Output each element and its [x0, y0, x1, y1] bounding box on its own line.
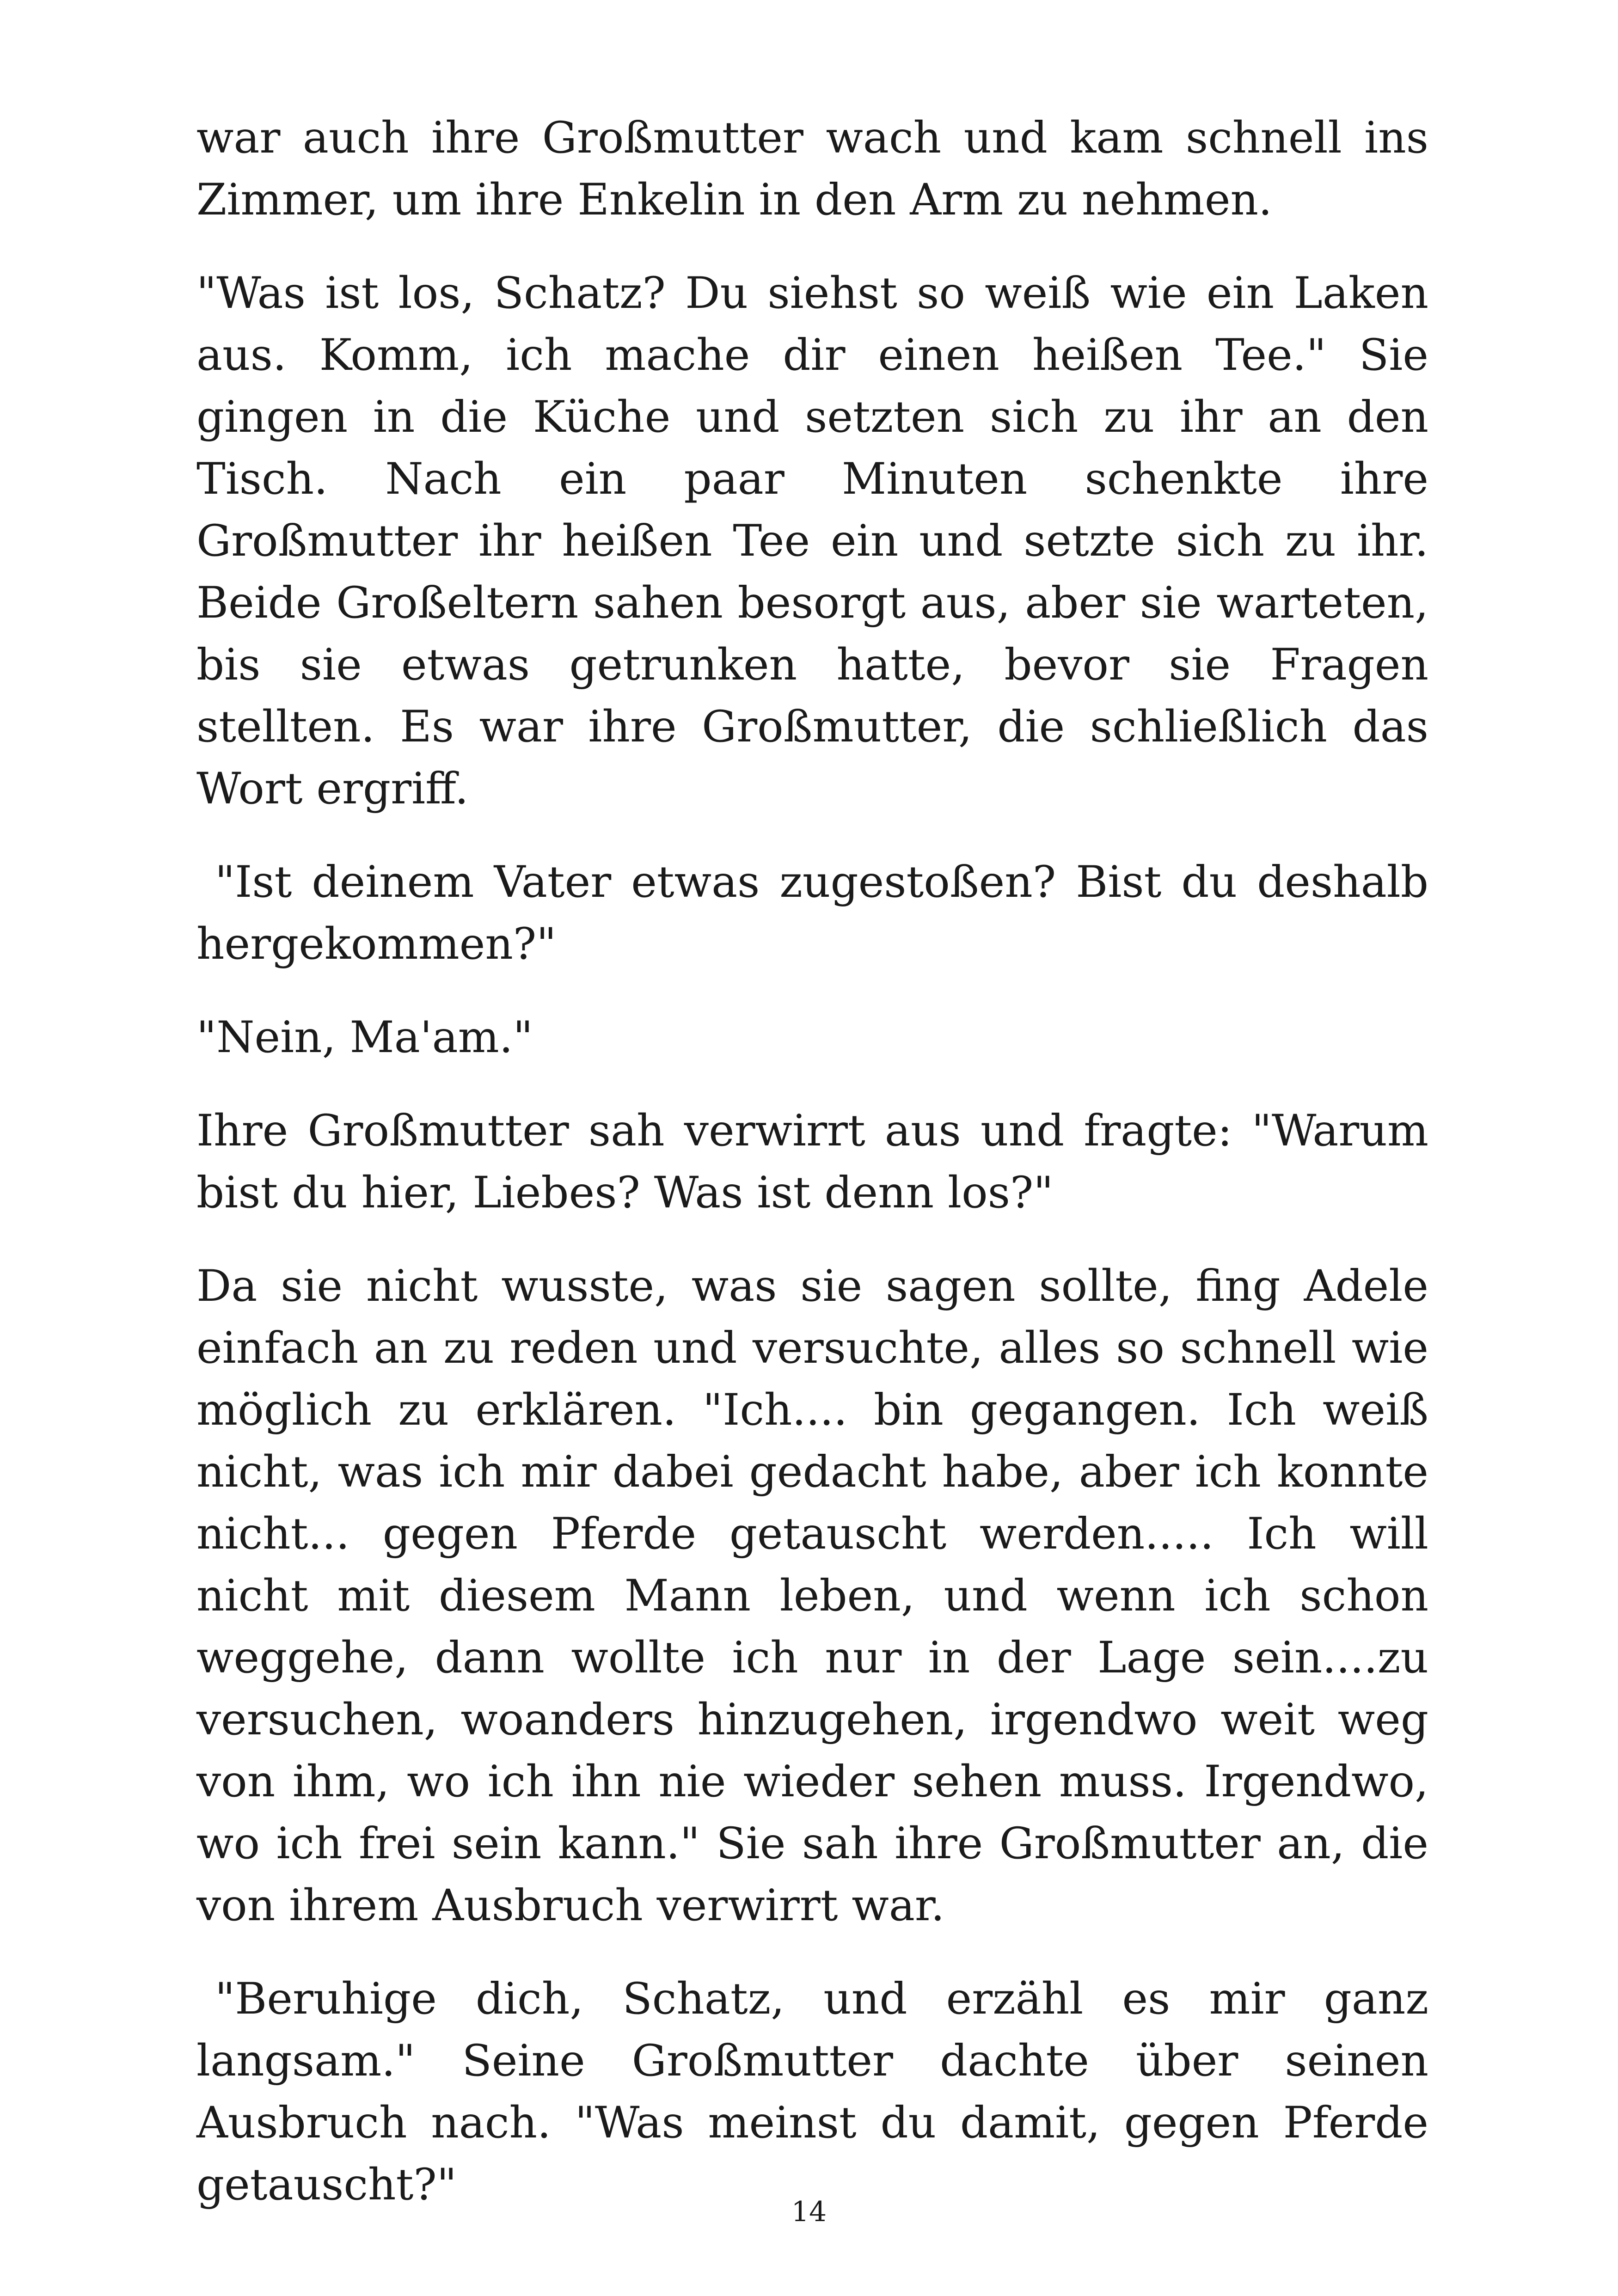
paragraph-5: Ihre Großmutter sah verwirrt aus und fragte: "Warum bist du hier, Liebes? Was ist denn los?" [196, 1106, 1428, 1218]
paragraph-3: "Ist deinem Vater etwas zugestoßen? Bist du deshalb hergekommen?" [196, 857, 1428, 969]
paragraph-1: war auch ihre Großmutter wach und kam schnell ins Zimmer, um ihre Enkelin in den Arm zu nehmen. [196, 113, 1428, 225]
paragraph-2: "Was ist los, Schatz? Du siehst so weiß wie ein Laken aus. Komm, ich mache dir einen heißen Tee." Sie gingen in die Küche und setzten sich zu ihr an den Tisch. Nach ein paar Minuten schenkte ihre Großmutter ihr heißen Tee ein und setzte sich zu ihr. Beide Großeltern sahen besorgt aus, aber sie warteten, bis sie etwas getrunken hatte, bevor sie Fragen stellten. Es war ihre Großmutter, die schließlich das Wort ergriff. [196, 268, 1428, 814]
page-number: 14 [791, 2196, 827, 2228]
body-text [196, 107, 1428, 2247]
paragraph-7: "Beruhige dich, Schatz, und erzähl es mir ganz langsam." Seine Großmutter dachte über seinen Ausbruch nach. "Was meinst du damit, gegen Pferde getauscht?" [196, 1974, 1428, 2210]
paragraph-6: Da sie nicht wusste, was sie sagen sollte, fing Adele einfach an zu reden und versuchte, alles so schnell wie möglich zu erklären. "Ich.... bin gegangen. Ich weiß nicht, was ich mir dabei gedacht habe, aber ich konnte nicht... gegen Pferde getauscht werden..... Ich will nicht mit diesem Mann leben, und wenn ich schon weggehe, dann wollte ich nur in der Lage sein....zu versuchen, woanders hinzugehen, irgendwo weit weg von ihm, wo ich ihn nie wieder sehen muss. Irgendwo, wo ich frei sein kann." Sie sah ihre Großmutter an, die von ihrem Ausbruch verwirrt war. [196, 1261, 1428, 1931]
paragraph-4: "Nein, Ma'am." [196, 1012, 533, 1063]
